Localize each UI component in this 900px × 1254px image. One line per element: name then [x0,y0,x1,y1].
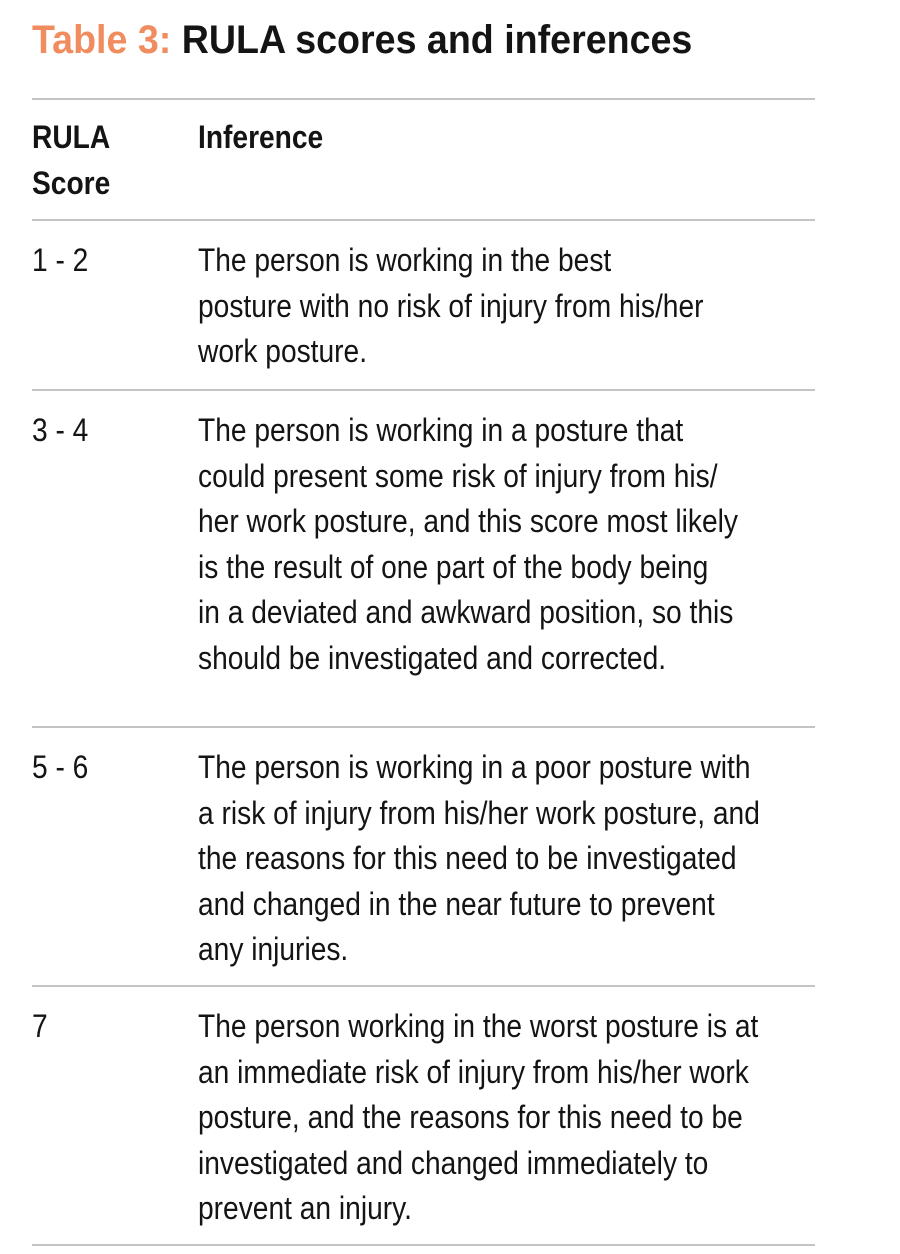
row-inference [198,745,760,973]
row-inference [198,408,738,682]
inference-line: any injuries. [198,931,349,968]
inference-line: posture, and the reasons for this need to be [198,1099,743,1136]
table-row [32,987,815,1244]
row-inference [198,1004,758,1232]
table-title: RULA scores and inferences [181,18,693,62]
inference-line: The person is working in the best [198,242,612,278]
header-score-line: RULA [32,119,111,155]
inference-line: The person is working in a posture that [198,412,684,448]
inference-line: an immediate risk of injury from his/her work [198,1053,749,1090]
row-score: 5 - 6 [32,749,89,785]
header-inference: Inference [198,119,324,155]
row-inference [198,238,704,375]
inference-line: The person working in the worst posture is at [198,1008,759,1044]
inference-line: her work posture, and this score most likely [198,503,738,540]
row-score: 7 [32,1008,48,1044]
table-row [32,728,815,985]
header-score-line: Score [32,164,111,201]
inference-line: could present some risk of injury from his/ [198,457,718,494]
rula-table [32,98,815,1246]
table-row [32,391,815,726]
inference-line: The person is working in a poor posture with [198,749,751,785]
table-bottom-rule [32,1244,815,1246]
inference-line: investigated and changed immediately to [198,1144,709,1181]
header-row [32,100,815,219]
inference-line: the reasons for this need to be investigated [198,840,737,877]
table-row [32,221,815,389]
inference-line: prevent an injury. [198,1190,412,1227]
header-score [32,115,110,206]
inference-line: a risk of injury from his/her work posture, and [198,794,760,831]
inference-line: posture with no risk of injury from his/her [198,287,704,324]
inference-line: work posture. [198,333,368,370]
table-caption [32,14,692,66]
inference-line: is the result of one part of the body being [198,548,709,585]
inference-line: should be investigated and corrected. [198,639,667,676]
row-score: 3 - 4 [32,412,89,448]
inference-line: in a deviated and awkward position, so this [198,594,734,631]
table-number: Table 3: [32,18,172,62]
inference-line: and changed in the near future to prevent [198,885,715,922]
row-score: 1 - 2 [32,242,89,278]
